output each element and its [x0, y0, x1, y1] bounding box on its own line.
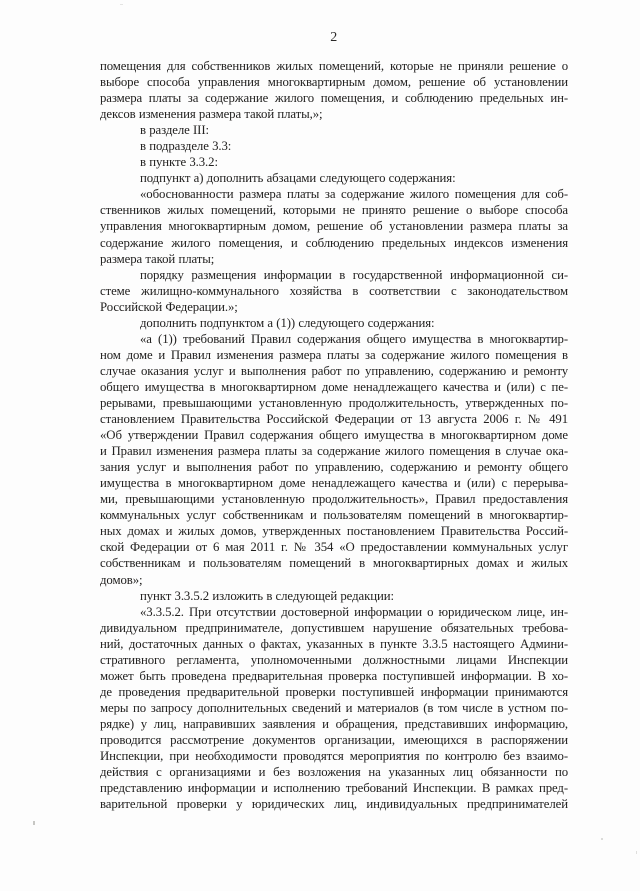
text-line: размера платы за содержание жилого помещения, и соблюдению предельных ин-	[100, 91, 568, 106]
text-line: «а (1)) требований Правил содержания общего имущества в многоквартир-	[140, 331, 568, 346]
scan-speck	[120, 4, 123, 5]
text-line: дексов изменения размера такой платы,»;	[100, 107, 323, 122]
text-line: коммунальных услуг собственникам и пользователям помещений в многоквартир-	[100, 508, 568, 523]
text-line: размера такой платы;	[100, 251, 215, 266]
text-line: домов»;	[100, 572, 143, 587]
scan-speck	[33, 821, 35, 825]
text-line: дополнить подпунктом а (1)) следующего содержания:	[140, 315, 435, 330]
text-line: дивидуальном предпринимателе, допустившем нарушение обязательных требова-	[100, 620, 568, 635]
text-line: становлением Правительства Российской Федерации от 13 августа 2006 г. № 491	[100, 412, 568, 427]
text-line: проводится рассмотрение документов организации, имеющихся в распоряжении	[100, 732, 568, 747]
text-line: ственников жилых помещений, которыми не принято решение о выборе способа	[100, 203, 568, 218]
page-number: 2	[330, 30, 338, 45]
text-line: стративного регламента, уполномоченными должностными лицами Инспекции	[100, 652, 568, 667]
text-line: «обоснованности размера платы за содержание жилого помещения для соб-	[140, 187, 568, 202]
text-line: рерывами, превышающими установленную продолжительность, утвержденных по-	[100, 395, 568, 410]
scan-speck	[601, 838, 603, 840]
text-line: ской Федерации от 6 мая 2011 г. № 354 «О предоставлении коммунальных услуг	[100, 540, 568, 555]
text-line: и Правил изменения размера платы за содержание жилого помещения в случае ока-	[100, 444, 568, 459]
text-line: имущества в многоквартирном доме ненадлежащего качества и (или) с перерыва-	[100, 476, 568, 491]
text-line: «Об утверждении Правил содержания общего имущества в многоквартирном доме	[100, 428, 568, 443]
text-line: зания услуг и выполнения работ по управлению, содержанию и ремонту общего	[100, 460, 568, 475]
text-line: собственникам и пользователям помещений в многоквартирных домах и жилых	[100, 556, 568, 571]
text-line: может быть проведена предварительная проверка поступившей информации. В хо-	[100, 668, 568, 683]
text-line: меры по запросу дополнительных сведений и материалов (в том числе в устном по-	[100, 700, 568, 715]
text-line: представлению информации и исполнению требований Инспекции. В рамках пред-	[100, 781, 568, 796]
text-line: варительной проверки у юридических лиц, индивидуальных предпринимателей	[100, 797, 568, 812]
text-line: в подразделе 3.3:	[140, 139, 232, 154]
text-line: рядке) у лиц, направивших заявления и обращения, представивших информацию,	[100, 716, 568, 731]
text-line: действия с организациями и без возложения на указанных лиц обязанности по	[100, 765, 568, 780]
text-line: управления многоквартирным домом, решение об установлении размера платы за	[100, 219, 568, 234]
text-line: случае оказания услуг и выполнения работ по управлению, содержанию и ремонту	[100, 363, 568, 378]
text-line: пункт 3.3.5.2 изложить в следующей редакции:	[140, 588, 394, 603]
text-line: Инспекции, при необходимости проводятся мероприятия по контролю без взаимо-	[100, 749, 568, 764]
text-line: порядку размещения информации в государственной информационной си-	[140, 267, 568, 282]
text-line: де проведения предварительной проверки поступившей информации принимаются	[100, 684, 568, 699]
text-line: ном доме и Правил изменения размера платы за содержание жилого помещения в	[100, 347, 568, 362]
text-line: содержание жилого помещения, и соблюдению предельных индексов изменения	[100, 235, 568, 250]
text-line: Российской Федерации.»;	[100, 299, 238, 314]
text-line: выборе способа управления многоквартирным домом, решение об установлении	[100, 75, 568, 90]
text-line: «3.3.5.2. При отсутствии достоверной информации о юридическом лице, ин-	[140, 604, 568, 619]
text-line: стеме жилищно-коммунального хозяйства в соответствии с законодательством	[100, 283, 568, 298]
text-line: помещения для собственников жилых помещений, которые не приняли решение о	[100, 59, 568, 73]
text-line: подпункт а) дополнить абзацами следующего содержания:	[140, 171, 456, 186]
text-line: ных домах и жилых домов, утвержденных постановлением Правительства Россий-	[100, 524, 568, 539]
document-text	[100, 58, 568, 812]
text-line: в пункте 3.3.2:	[140, 155, 218, 170]
text-line: общего имущества в многоквартирном доме ненадлежащего качества и (или) с пе-	[100, 379, 568, 394]
text-line: ний, достаточных данных о фактах, указанных в пункте 3.3.5 настоящего Админи-	[100, 636, 568, 651]
text-line: в разделе III:	[140, 123, 209, 138]
scan-speck	[636, 851, 637, 854]
text-line: ми, превышающими установленную продолжительность», Правил предоставления	[100, 492, 568, 507]
